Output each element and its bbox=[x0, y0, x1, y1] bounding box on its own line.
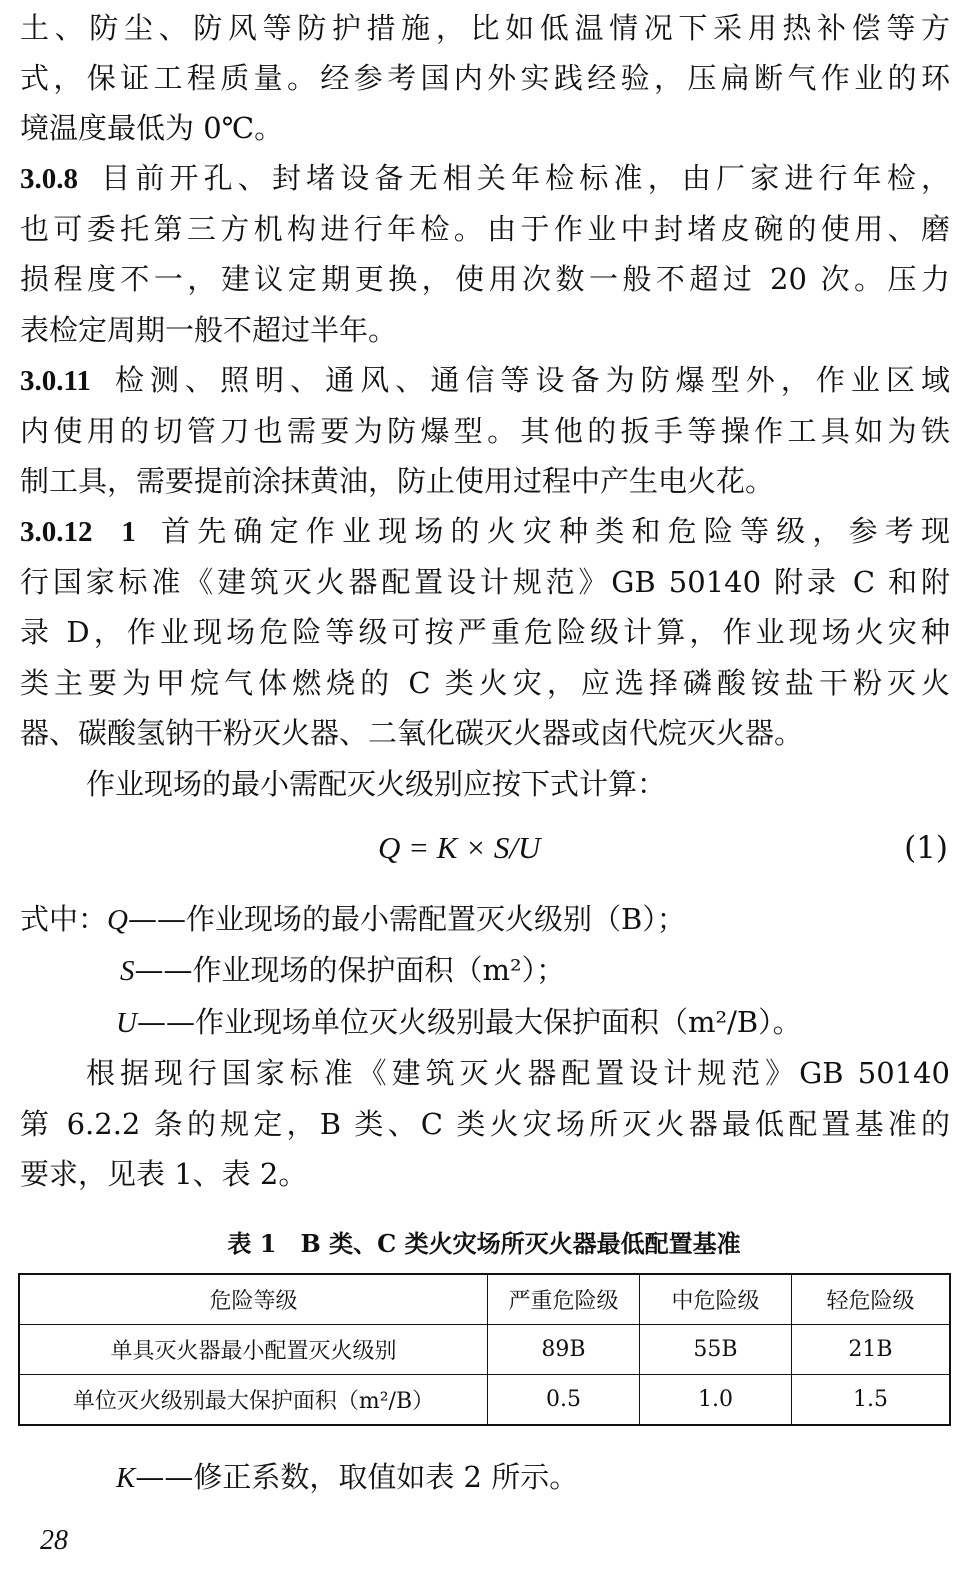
definition-u bbox=[20, 1002, 968, 1042]
line-text: 首先确定作业现场的火灾种类和危险等级，参考现 bbox=[153, 514, 950, 548]
table-title: 表 1 B 类、C 类火灾场所灭火器最低配置基准 bbox=[227, 1229, 741, 1258]
text-line bbox=[20, 764, 950, 804]
table-row bbox=[19, 1375, 950, 1426]
text-line bbox=[20, 562, 950, 602]
text-line bbox=[20, 1053, 950, 1093]
clause-number: 3.0.11 bbox=[20, 365, 91, 397]
formula bbox=[0, 830, 968, 874]
definition-text: ——作业现场的最小需配置灭火级别（B）； bbox=[127, 902, 686, 936]
variable: U bbox=[116, 1007, 137, 1039]
table-cell: 1.0 bbox=[640, 1375, 792, 1426]
config-table bbox=[18, 1273, 951, 1426]
table-cell: 1.5 bbox=[792, 1375, 951, 1426]
definition-text: ——作业现场单位灭火级别最大保护面积（m²/B）。 bbox=[136, 1005, 802, 1039]
table-header-row bbox=[19, 1274, 950, 1325]
text-line bbox=[20, 209, 950, 249]
page-number: 28 bbox=[40, 1525, 68, 1556]
line-text: 目前开孔、封堵设备无相关年检标准，由厂家进行年检， bbox=[96, 161, 950, 195]
clause-3-0-11 bbox=[20, 360, 950, 400]
table-cell: 单位灭火级别最大保护面积（m²/B） bbox=[19, 1375, 488, 1426]
definition-s bbox=[20, 950, 968, 990]
definition-q bbox=[20, 899, 950, 939]
text-line bbox=[20, 411, 950, 451]
text-line bbox=[20, 713, 950, 753]
definition-text: ——修正系数，取值如表 2 所示。 bbox=[135, 1460, 579, 1494]
line-text: 损程度不一，建议定期更换，使用次数一般不超过 20 次。压力 bbox=[20, 262, 950, 296]
formula-number: (1) bbox=[904, 830, 948, 866]
line-text: 也可委托第三方机构进行年检。由于作业中封堵皮碗的使用、磨 bbox=[20, 212, 950, 246]
text-line bbox=[20, 8, 950, 48]
text-line bbox=[20, 663, 950, 703]
header-cell: 严重危险级 bbox=[488, 1274, 640, 1325]
line-text: 类主要为甲烷气体燃烧的 C 类火灾，应选择磷酸铵盐干粉灭火 bbox=[20, 666, 950, 700]
table-cell: 21B bbox=[792, 1325, 951, 1375]
text-line bbox=[20, 259, 950, 299]
text-line bbox=[20, 108, 950, 148]
header-cell: 中危险级 bbox=[640, 1274, 792, 1325]
text-line bbox=[20, 310, 950, 350]
line-text: 第 6.2.2 条的规定，B 类、C 类火灾场所灭火器最低配置基准的 bbox=[20, 1107, 950, 1141]
text-line bbox=[20, 58, 950, 98]
definition-text: ——作业现场的保护面积（m²）； bbox=[134, 953, 566, 987]
line-text: 录 D，作业现场危险等级可按严重危险级计算，作业现场火灾种 bbox=[20, 615, 950, 649]
definition-k bbox=[20, 1457, 968, 1497]
text-line bbox=[20, 1104, 950, 1144]
variable: K bbox=[116, 1462, 136, 1494]
table-cell: 单具灭火器最小配置灭火级别 bbox=[19, 1325, 488, 1375]
clause-number: 3.0.12 1 bbox=[20, 516, 136, 548]
header-cell: 轻危险级 bbox=[792, 1274, 951, 1325]
line-text: 式，保证工程质量。经参考国内外实践经验，压扁断气作业的环 bbox=[20, 61, 950, 95]
line-text: 检测、照明、通风、通信等设备为防爆型外，作业区域 bbox=[108, 363, 950, 397]
table-row bbox=[19, 1325, 950, 1375]
variable: S bbox=[120, 955, 135, 987]
clause-number: 3.0.8 bbox=[20, 163, 78, 195]
clause-3-0-12 bbox=[20, 511, 950, 551]
text-line bbox=[20, 1154, 950, 1194]
line-text: 境温度最低为 0℃。 bbox=[20, 111, 284, 145]
table-cell: 0.5 bbox=[488, 1375, 640, 1426]
line-text: 要求，见表 1、表 2。 bbox=[20, 1157, 308, 1191]
variable: Q bbox=[107, 904, 128, 936]
formula-equation: Q = K × S/U bbox=[378, 830, 541, 865]
text-line bbox=[20, 612, 950, 652]
line-text: 作业现场的最小需配灭火级别应按下式计算： bbox=[86, 767, 667, 801]
text-line bbox=[20, 461, 950, 501]
line-text: 行国家标准《建筑灭火器配置设计规范》GB 50140 附录 C 和附 bbox=[20, 565, 950, 599]
line-text: 根据现行国家标准《建筑灭火器配置设计规范》GB 50140 bbox=[86, 1056, 950, 1090]
line-text: 内使用的切管刀也需要为防爆型。其他的扳手等操作工具如为铁 bbox=[20, 414, 950, 448]
table-cell: 55B bbox=[640, 1325, 792, 1375]
line-text: 土、防尘、防风等防护措施，比如低温情况下采用热补偿等方 bbox=[20, 11, 950, 45]
clause-3-0-8 bbox=[20, 158, 950, 198]
header-cell: 危险等级 bbox=[19, 1274, 488, 1325]
line-text: 表检定周期一般不超过半年。 bbox=[20, 313, 398, 347]
where-prefix: 式中： bbox=[20, 902, 108, 936]
table-cell: 89B bbox=[488, 1325, 640, 1375]
line-text: 制工具，需要提前涂抹黄油，防止使用过程中产生电火花。 bbox=[20, 464, 775, 498]
line-text: 器、碳酸氢钠干粉灭火器、二氧化碳灭火器或卤代烷灭火器。 bbox=[20, 716, 804, 750]
